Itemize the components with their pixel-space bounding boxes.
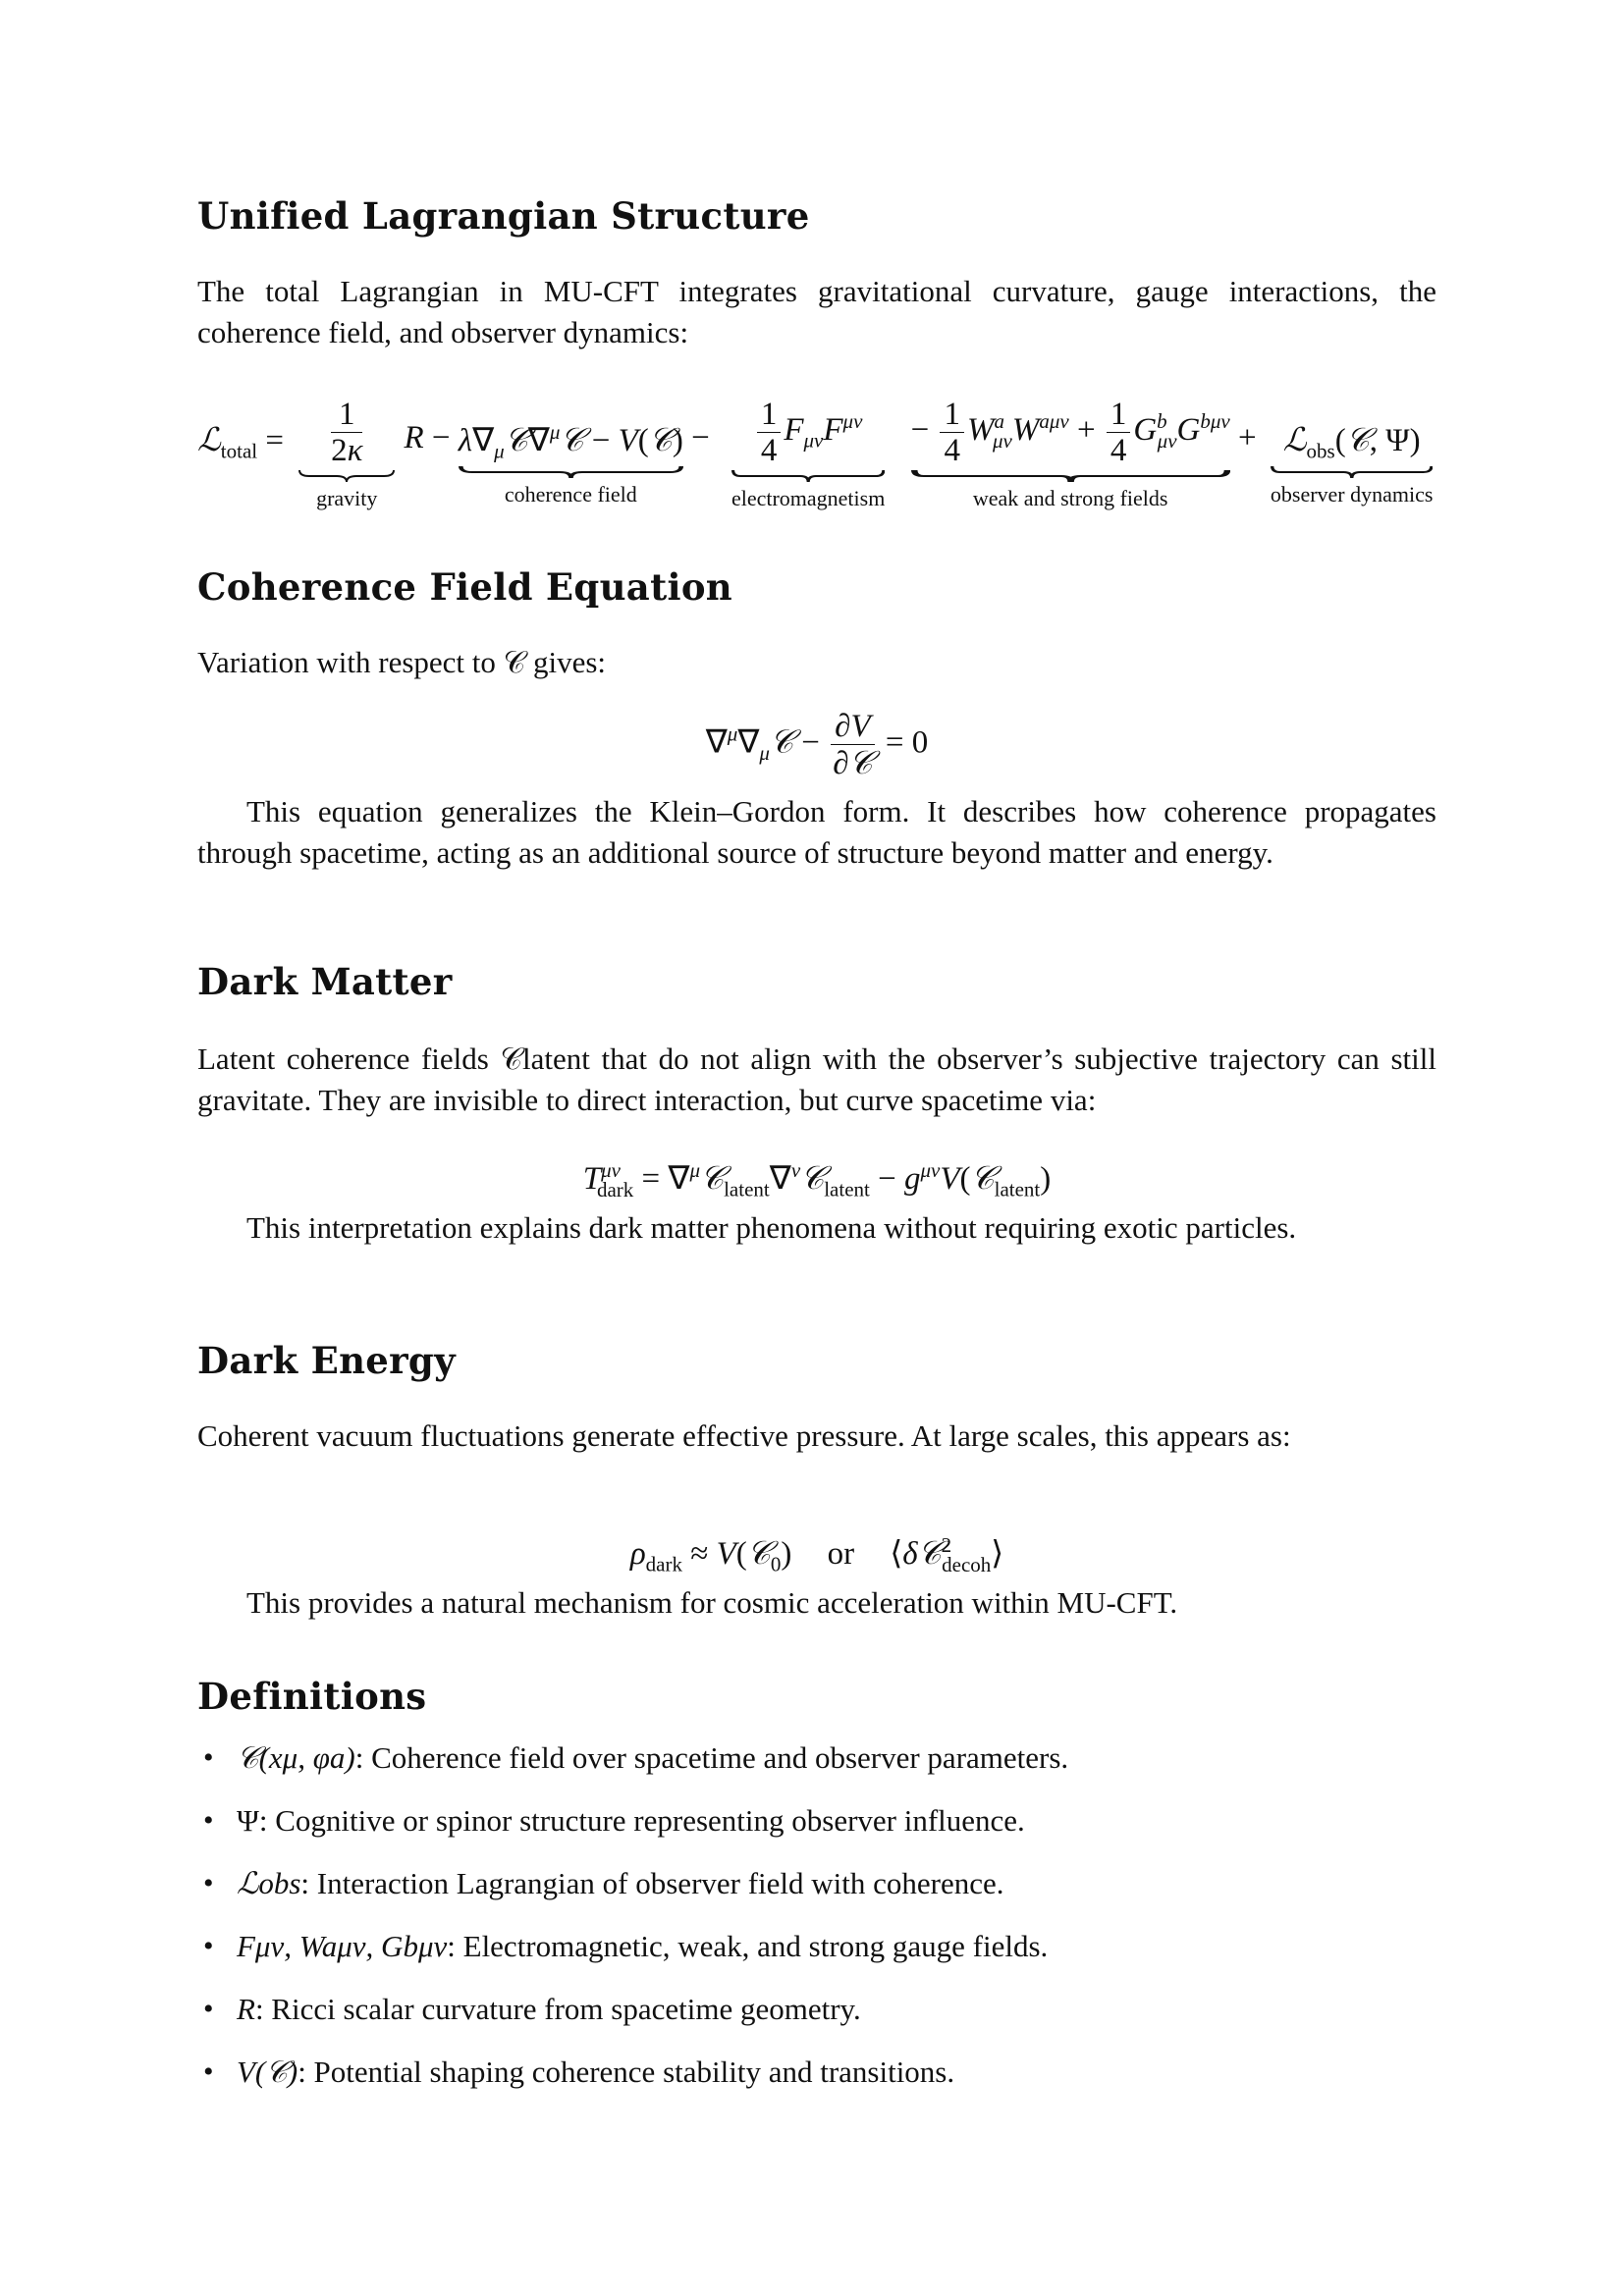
definition-symbol: ℒobs (237, 1866, 301, 1900)
heading-dark-matter: Dark Matter (197, 960, 453, 1003)
equation-or-word: or (827, 1536, 855, 1572)
equation-dark-energy: $\rho_{dark}$ ≈ V(𝒞$_0$) or ⟨δ𝒞$^2_{decoh}$⟩ (629, 1533, 1004, 1576)
paragraph-coherence-intro: Variation with respect to 𝒞 gives: (197, 645, 607, 679)
brace-label-coherence: coherence field (504, 481, 637, 507)
heading-dark-energy: Dark Energy (197, 1339, 456, 1382)
definition-symbol: 𝒞(xμ, φa) (237, 1740, 355, 1775)
list-item (197, 1989, 1436, 2030)
definitions-list (197, 1737, 1436, 2114)
list-item (197, 1926, 1436, 1967)
definition-text: : Cognitive or spinor structure representing observer influence. (258, 1803, 1025, 1838)
equation-dark-matter-tensor: $T^{\mu\nu}_{dark}$ = ∇$^\mu$𝒞$_{latent}$∇$^\nu$𝒞$_{latent}$ − $g^{\mu\nu}V(𝒞_{latent})$ (582, 1158, 1052, 1201)
definition-symbol: Ψ (237, 1803, 259, 1838)
paragraph-unified-intro: The total Lagrangian in MU-CFT integrates gravitational curvature, gauge interactions, the coherence field, and observer dynamics: (197, 274, 1436, 349)
definition-text: : Electromagnetic, weak, and strong gauge fields. (447, 1929, 1049, 1963)
equation-total-lagrangian: ℒ$_{total}$ = $\frac{1}{2\kappa}$ gravity R − $\lambda\nabla_\mu 𝒞\nabla^\mu 𝒞$ − V(𝒞) coherence field − $\frac{1}{4}$ $F_{\mu\nu}F^{\mu\nu}$ electromagnetism − $\frac{1}{4}$ $W^a_{\mu\nu}W^{a\mu\nu}$ + $\frac{1}{4}$ $G^b_{\mu\nu}G^{b\mu\nu}$ weak and strong fields + ℒ$_{obs}$(𝒞, Ψ) observer dynamics (197, 397, 1434, 510)
heading-coherence-field-equation: Coherence Field Equation (197, 565, 733, 609)
paragraph-dark-energy-explanation: This provides a natural mechanism for cosmic acceleration within MU-CFT. (246, 1585, 1178, 1620)
heading-unified-lagrangian: Unified Lagrangian Structure (197, 194, 810, 238)
brace-label-weak-strong: weak and strong fields (972, 486, 1168, 510)
definition-text: : Ricci scalar curvature from spacetime geometry. (254, 1992, 861, 2026)
definition-text: : Coherence field over spacetime and observer parameters. (354, 1740, 1069, 1775)
paragraph-dark-matter-explanation: This interpretation explains dark matter phenomena without requiring exotic particles. (246, 1210, 1297, 1245)
heading-definitions: Definitions (197, 1675, 427, 1718)
list-item (197, 1863, 1436, 1904)
definition-symbol: R (237, 1992, 255, 2026)
definition-text: : Interaction Lagrangian of observer field with coherence. (300, 1866, 1004, 1900)
brace-label-gravity: gravity (316, 486, 378, 510)
list-item (197, 1737, 1436, 1779)
brace-label-observer: observer dynamics (1270, 481, 1434, 507)
brace-label-electromagnetism: electromagnetism (731, 486, 886, 510)
definition-text: : Potential shaping coherence stability and transitions. (298, 2055, 955, 2089)
list-item (197, 2052, 1436, 2093)
paragraph-coherence-explanation: This equation generalizes the Klein–Gordon form. It describes how coherence propagates through spacetime, acting as an additional source of structure beyond matter and energy. (197, 794, 1436, 870)
equation-coherence-field: $\nabla^\mu\nabla_\mu 𝒞$ − $\frac{\partial V}{\text{∂𝒞}}$ = 0 (705, 709, 929, 781)
definition-symbol: V(𝒞) (237, 2055, 298, 2089)
paragraph-dark-energy-intro: Coherent vacuum fluctuations generate effective pressure. At large scales, this appears as: (197, 1418, 1291, 1453)
definition-symbol: Fμν, Waμν, Gbμν (237, 1929, 448, 1963)
list-item (197, 1800, 1436, 1842)
paragraph-dark-matter-intro: Latent coherence fields 𝒞latent that do not align with the observer’s subjective trajectory can still gravitate. They are invisible to direct interaction, but curve spacetime via: (197, 1041, 1436, 1117)
